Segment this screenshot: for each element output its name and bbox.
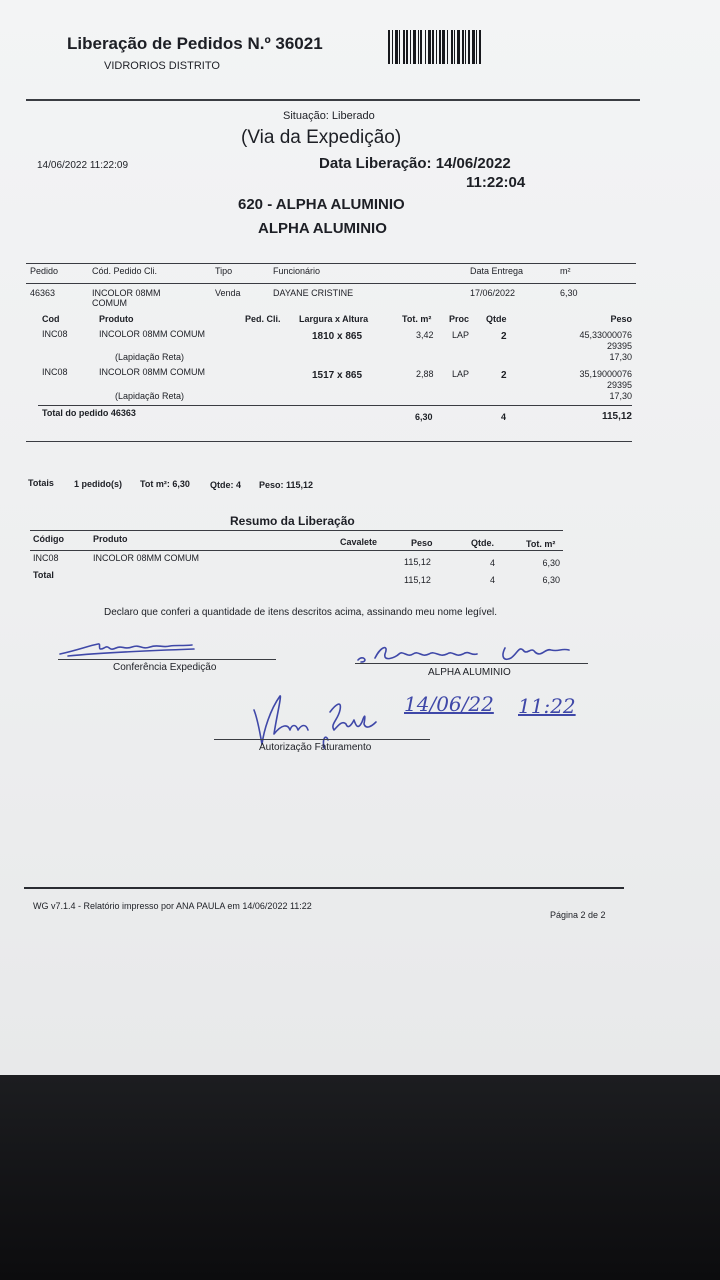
col-cod-pedido-cli: Cód. Pedido Cli. bbox=[92, 266, 158, 276]
item-produto: INCOLOR 08MM COMUM bbox=[99, 329, 206, 339]
signature-line-autorizacao bbox=[214, 739, 430, 740]
order-total-rule bbox=[38, 405, 632, 406]
client-line-1: 620 - ALPHA ALUMINIO bbox=[238, 196, 405, 213]
background-surface bbox=[0, 1075, 720, 1280]
summary-header-rule bbox=[30, 550, 563, 551]
summary-tot-m2: 6,30 bbox=[542, 558, 560, 568]
header-divider bbox=[26, 99, 640, 101]
summary-produto: INCOLOR 08MM COMUM bbox=[93, 553, 200, 563]
summary-codigo: INC08 bbox=[33, 553, 59, 563]
autorizacao-label: Autorização Faturamento bbox=[259, 742, 372, 753]
item-col-largura-altura: Largura x Altura bbox=[299, 314, 369, 324]
order-pedido: 46363 bbox=[30, 288, 56, 298]
item-note: (Lapidação Reta) bbox=[115, 352, 185, 362]
item-dimensions: 1810 x 865 bbox=[312, 331, 363, 342]
order-tipo: Venda bbox=[215, 288, 241, 298]
summary-col-produto: Produto bbox=[93, 534, 128, 544]
totals-m2: Tot m²: 6,30 bbox=[140, 479, 190, 489]
item-qtde: 2 bbox=[501, 370, 507, 381]
summary-col-tot-m2: Tot. m² bbox=[526, 539, 556, 549]
order-cod-cli-1: INCOLOR 08MM bbox=[92, 288, 161, 298]
col-funcionario: Funcionário bbox=[273, 266, 321, 276]
footer-rule bbox=[24, 887, 624, 889]
footer-page: Página 2 de 2 bbox=[550, 910, 606, 920]
summary-total-peso: 115,12 bbox=[404, 575, 431, 585]
item-qtde: 2 bbox=[501, 331, 507, 342]
item-note-value: 17,30 bbox=[609, 391, 632, 401]
item-col-produto: Produto bbox=[99, 314, 134, 324]
summary-top-rule bbox=[30, 530, 563, 531]
totals-pedidos: 1 pedido(s) bbox=[74, 479, 123, 489]
summary-qtde: 4 bbox=[490, 558, 496, 568]
order-bottom-rule bbox=[26, 441, 632, 442]
footer-report: WG v7.1.4 - Relatório impresso por ANA PAULA em 14/06/2022 11:22 bbox=[33, 901, 312, 911]
handwritten-time: 11:22 bbox=[518, 694, 576, 718]
signature-line-client bbox=[355, 663, 588, 664]
item-peso-cont: 29395 bbox=[606, 380, 632, 390]
item-col-cod: Cod bbox=[42, 314, 60, 324]
item-col-peso: Peso bbox=[610, 314, 632, 324]
col-tipo: Tipo bbox=[215, 266, 233, 276]
item-col-ped-cli: Ped. Cli. bbox=[245, 314, 281, 324]
company-name: VIDRORIOS DISTRITO bbox=[104, 60, 220, 72]
item-tot-m2: 3,42 bbox=[416, 330, 434, 340]
order-funcionario: DAYANE CRISTINE bbox=[273, 288, 354, 298]
order-total-peso: 115,12 bbox=[601, 411, 632, 422]
situation-label: Situação: Liberado bbox=[283, 110, 375, 122]
order-m2: 6,30 bbox=[560, 288, 578, 298]
item-cod: INC08 bbox=[42, 367, 68, 377]
col-m2: m² bbox=[560, 266, 571, 276]
summary-total-m2: 6,30 bbox=[542, 575, 560, 585]
item-proc: LAP bbox=[452, 369, 470, 379]
via-label: (Via da Expedição) bbox=[241, 127, 402, 148]
summary-col-qtde: Qtde. bbox=[471, 538, 495, 548]
item-col-proc: Proc bbox=[449, 314, 470, 324]
client-signature-label: ALPHA ALUMINIO bbox=[428, 667, 511, 678]
totals-qtde: Qtde: 4 bbox=[210, 480, 242, 490]
order-total-qtde: 4 bbox=[501, 412, 507, 422]
order-total-label: Total do pedido 46363 bbox=[42, 408, 136, 418]
order-total-m2: 6,30 bbox=[415, 412, 433, 422]
item-dimensions: 1517 x 865 bbox=[312, 370, 363, 381]
summary-col-peso: Peso bbox=[411, 538, 433, 548]
item-cod: INC08 bbox=[42, 329, 68, 339]
item-col-qtde: Qtde bbox=[486, 314, 507, 324]
client-line-2: ALPHA ALUMINIO bbox=[258, 220, 387, 237]
col-pedido: Pedido bbox=[30, 266, 59, 276]
summary-col-cavalete: Cavalete bbox=[340, 537, 378, 547]
col-data-entrega: Data Entrega bbox=[470, 266, 524, 276]
summary-total-qtde: 4 bbox=[490, 575, 496, 585]
release-date: Data Liberação: 14/06/2022 bbox=[319, 155, 511, 172]
order-top-rule bbox=[26, 263, 636, 264]
item-col-tot-m2: Tot. m² bbox=[402, 314, 432, 324]
declaration-text: Declaro que conferi a quantidade de itens descritos acima, assinando meu nome legível. bbox=[104, 607, 498, 618]
item-proc: LAP bbox=[452, 330, 470, 340]
totals-peso: Peso: 115,12 bbox=[259, 480, 314, 490]
document-title: Liberação de Pedidos N.º 36021 bbox=[67, 34, 323, 53]
summary-total-label: Total bbox=[33, 570, 54, 580]
item-peso-cont: 29395 bbox=[606, 341, 632, 351]
signature-conferencia bbox=[58, 636, 198, 660]
item-note: (Lapidação Reta) bbox=[115, 391, 185, 401]
barcode-image bbox=[388, 30, 496, 64]
order-data-entrega: 17/06/2022 bbox=[470, 288, 516, 298]
signature-line-conferencia bbox=[58, 659, 276, 660]
item-peso: 35,19000076 bbox=[579, 369, 632, 379]
item-tot-m2: 2,88 bbox=[416, 369, 434, 379]
summary-peso: 115,12 bbox=[404, 557, 431, 567]
order-header-rule bbox=[26, 283, 636, 284]
item-peso: 45,33000076 bbox=[579, 330, 632, 340]
release-time: 11:22:04 bbox=[466, 174, 526, 191]
print-datetime: 14/06/2022 11:22:09 bbox=[37, 160, 129, 171]
summary-title: Resumo da Liberação bbox=[230, 514, 355, 528]
summary-col-codigo: Código bbox=[33, 534, 64, 544]
handwritten-date: 14/06/22 bbox=[404, 692, 494, 716]
item-produto: INCOLOR 08MM COMUM bbox=[99, 367, 206, 377]
totals-label: Totais bbox=[28, 478, 54, 488]
item-note-value: 17,30 bbox=[609, 352, 632, 362]
conferencia-label: Conferência Expedição bbox=[113, 662, 217, 673]
order-cod-cli-2: COMUM bbox=[92, 298, 127, 308]
